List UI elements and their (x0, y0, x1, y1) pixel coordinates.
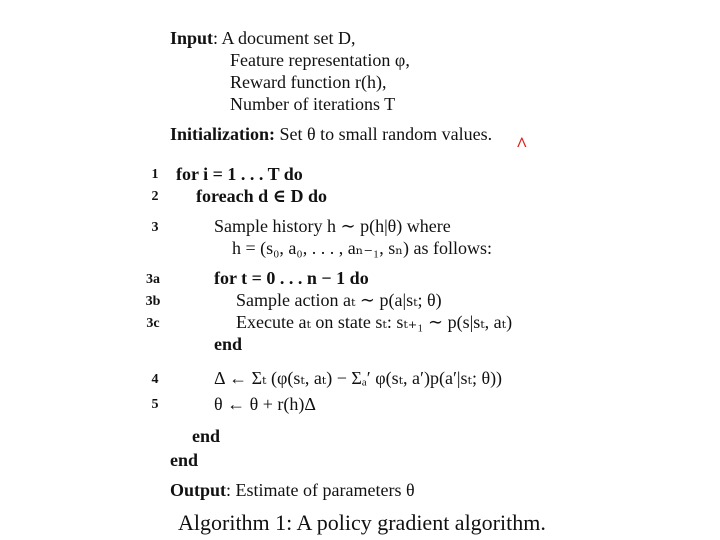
algorithm-line: for t = 0 . . . n − 1 do (214, 268, 369, 288)
line-number: 5 (151, 397, 159, 412)
line-number: 4 (151, 372, 159, 387)
insertion-caret-mark: ^ (516, 134, 528, 156)
line-number: 3c (146, 316, 160, 331)
algorithm-line: Sample action aₜ ∼ p(a|sₜ; θ) (236, 290, 442, 310)
output-text: : Estimate of parameters θ (226, 480, 415, 500)
line-number: 2 (151, 189, 159, 204)
input-item-4: Number of iterations T (230, 94, 396, 114)
input-label: Input (170, 28, 214, 48)
line-number: 3 (151, 220, 159, 235)
algorithm-caption: Algorithm 1: A policy gradient algorithm. (178, 510, 546, 535)
algorithm-line: end (214, 334, 243, 354)
input-line: Input: A document set D, (170, 28, 356, 48)
algorithm-line: Sample history h ∼ p(h|θ) where (214, 216, 451, 236)
line-number: 3a (146, 272, 160, 287)
line-number: 3b (145, 294, 161, 309)
input-item-1: A document set D, (221, 28, 356, 48)
input-item-2: Feature representation φ, (230, 50, 410, 70)
initialization-label: Initialization: (170, 124, 276, 144)
algorithm-line: foreach d ∈ D do (196, 186, 327, 206)
algorithm-line: end (192, 426, 221, 446)
input-item-3: Reward function r(h), (230, 72, 387, 92)
algorithm-line: h = (s₀, a₀, . . . , aₙ₋₁, sₙ) as follows: (232, 238, 493, 258)
algorithm-line: end (170, 450, 199, 470)
algorithm-line: θ ← θ + r(h)Δ (214, 394, 316, 414)
algorithm-line: Execute aₜ on state sₜ: sₜ₊₁ ∼ p(s|sₜ, aₜ) (236, 312, 513, 332)
initialization-line (170, 124, 492, 144)
line-number: 1 (151, 167, 159, 182)
algorithm-line: Δ ← Σₜ (φ(sₜ, aₜ) − Σₐ′ φ(sₜ, a′)p(a′|sₜ; θ)) (214, 368, 503, 388)
output-line (170, 480, 415, 500)
output-label: Output (170, 480, 227, 500)
initialization-text: Set θ to small random values. (279, 124, 493, 144)
algorithm-line: for i = 1 . . . T do (176, 164, 303, 184)
